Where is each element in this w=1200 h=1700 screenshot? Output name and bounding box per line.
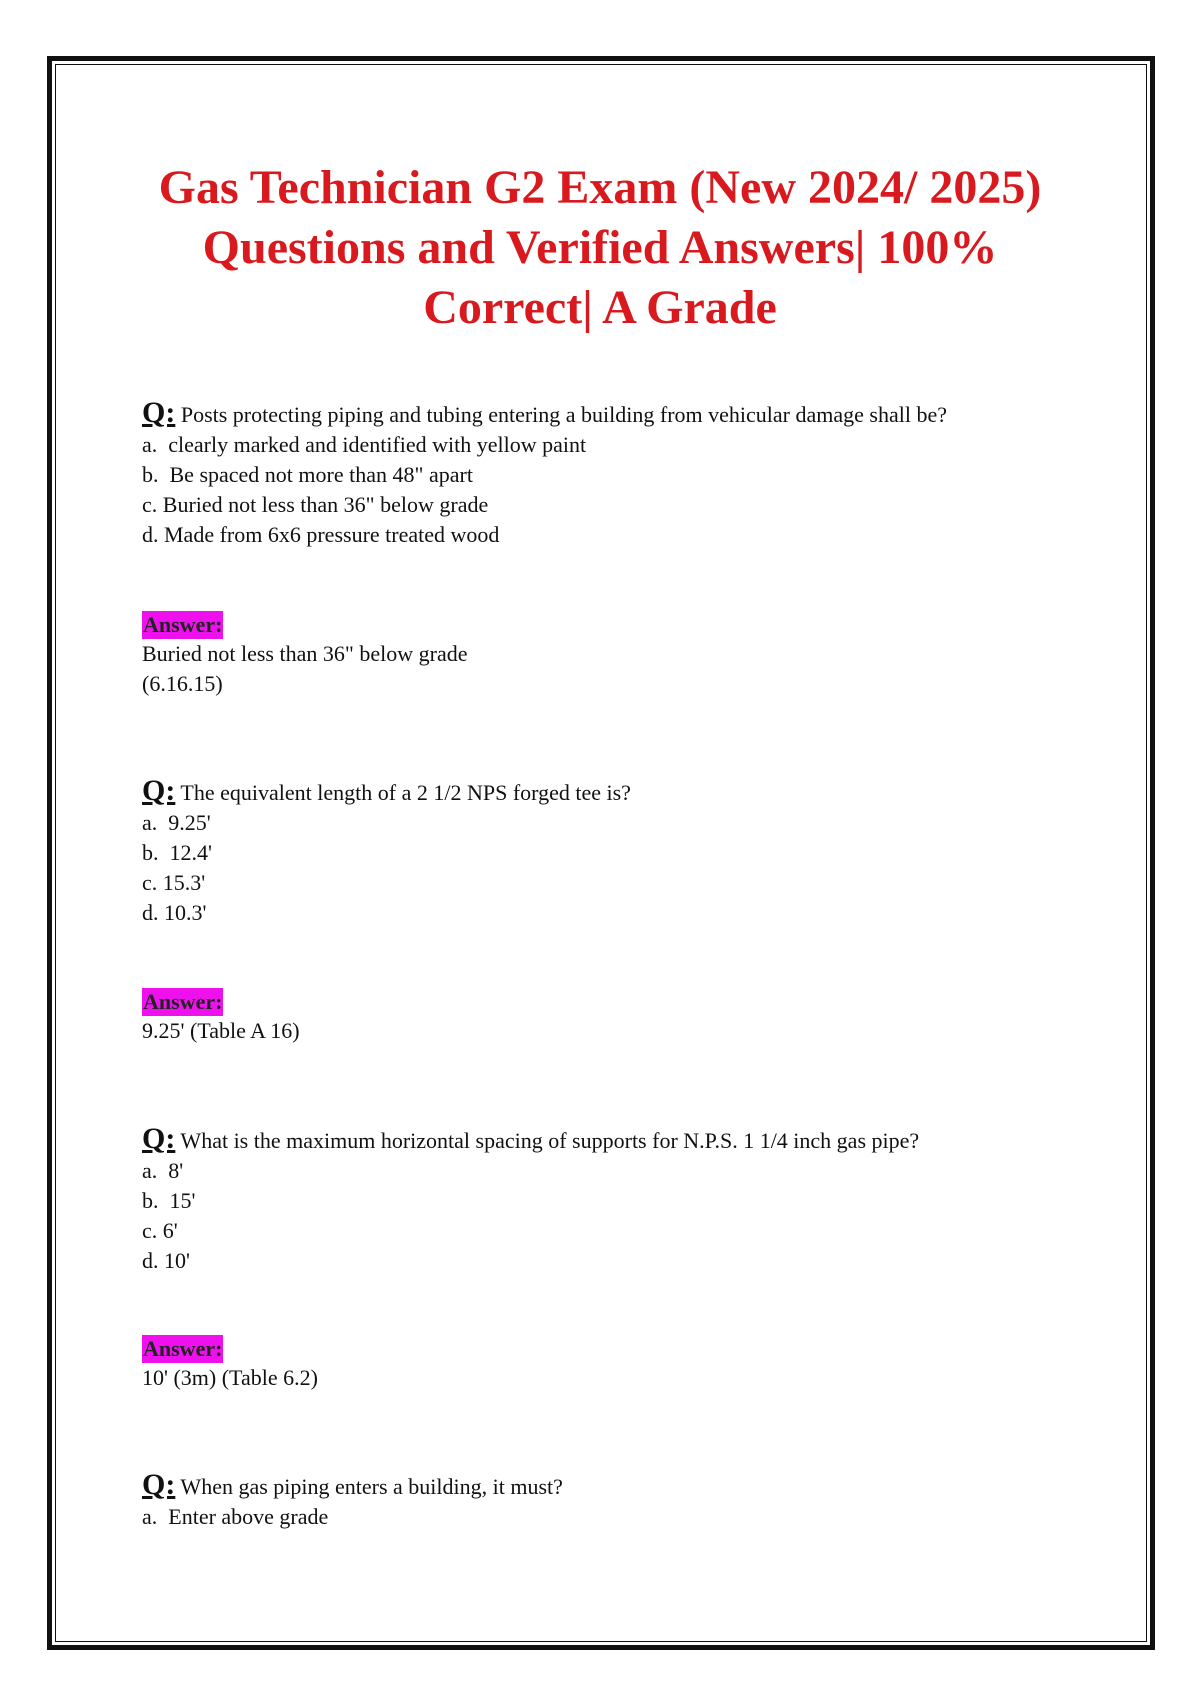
question-4 <box>142 1470 1062 1532</box>
question-prompt: The equivalent length of a 2 1/2 NPS forged tee is? <box>175 780 631 805</box>
question-prompt: When gas piping enters a building, it must? <box>175 1474 563 1499</box>
question-prompt: What is the maximum horizontal spacing of supports for N.P.S. 1 1/4 inch gas pipe? <box>175 1128 920 1153</box>
question-text <box>142 1470 1062 1502</box>
option-a: a. Enter above grade <box>142 1504 329 1529</box>
answer-text: Buried not less than 36" below grade <box>142 641 468 666</box>
answer-label: Answer: <box>143 989 223 1014</box>
option-d: d. Made from 6x6 pressure treated wood <box>142 522 500 547</box>
answer-1 <box>142 611 1062 699</box>
question-3 <box>142 1124 1062 1276</box>
title-line: Correct| A Grade <box>423 281 777 334</box>
option-d: d. 10' <box>142 1248 190 1273</box>
question-1 <box>142 398 1062 550</box>
question-text <box>142 398 1062 430</box>
answer-text: 10' (3m) (Table 6.2) <box>142 1365 318 1390</box>
question-text <box>142 776 1062 808</box>
answer-label: Answer: <box>143 1336 223 1361</box>
option-b: b. 12.4' <box>142 840 212 865</box>
option-b: b. Be spaced not more than 48" apart <box>142 462 473 487</box>
question-2 <box>142 776 1062 928</box>
question-prompt: Posts protecting piping and tubing entering a building from vehicular damage shall be? <box>175 402 947 427</box>
question-marker: Q: <box>142 396 176 429</box>
option-c: c. 15.3' <box>142 870 206 895</box>
option-b: b. 15' <box>142 1188 196 1213</box>
question-marker: Q: <box>142 1122 176 1155</box>
question-marker: Q: <box>142 1468 176 1501</box>
question-text <box>142 1124 1062 1156</box>
answer-2 <box>142 988 1062 1046</box>
option-d: d. 10.3' <box>142 900 207 925</box>
title-line: Questions and Verified Answers| 100% <box>202 221 998 274</box>
answer-label: Answer: <box>143 612 223 637</box>
option-a: a. clearly marked and identified with yellow paint <box>142 432 587 457</box>
document-title <box>120 158 1080 338</box>
option-a: a. 9.25' <box>142 810 211 835</box>
option-c: c. 6' <box>142 1218 178 1243</box>
answer-3 <box>142 1335 1062 1393</box>
answer-reference: (6.16.15) <box>142 671 223 696</box>
answer-text: 9.25' (Table A 16) <box>142 1018 300 1043</box>
option-c: c. Buried not less than 36" below grade <box>142 492 489 517</box>
title-line: Gas Technician G2 Exam (New 2024/ 2025) <box>158 161 1042 214</box>
option-a: a. 8' <box>142 1158 184 1183</box>
question-marker: Q: <box>142 774 176 807</box>
